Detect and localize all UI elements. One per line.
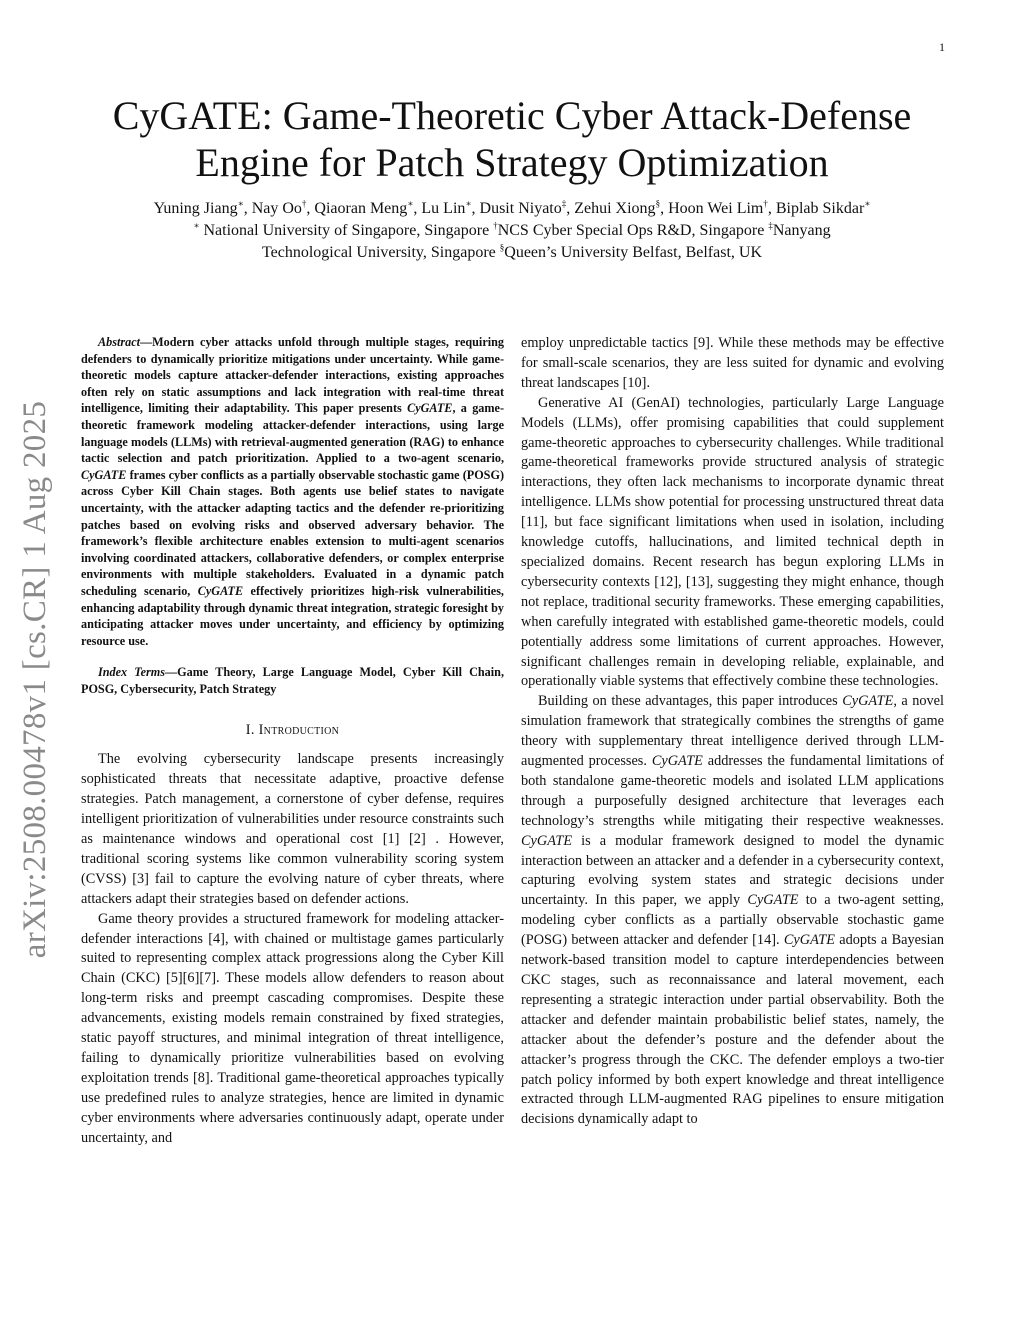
abstract-text: , a game-theoretic framework modeling attacker-defender interactions, using large language models (LLMs) with retrieval-augmented generation (RAG) to enhance tactic selection and patch prioritization. Applied to a two-agent scenario, [81,401,504,466]
paragraph-text: Building on these advantages, this paper introduces [538,693,843,710]
abstract [81,334,504,649]
affiliation-mark: ∗ [193,220,200,231]
paragraph-text: , a novel simulation framework that strategically combines the strengths of game theory with supplementary threat intelligence derived through LLM-augmented processes. [521,693,944,770]
author-mark: ∗ [237,198,244,209]
cygate-name: CyGATE [651,753,703,770]
author: Qiaoran Meng [314,200,408,217]
cygate-name: CyGATE [521,832,573,849]
author-mark: ‡ [561,198,567,209]
author: Yuning Jiang [153,200,238,217]
section-title: Introduction [258,722,340,739]
section-heading-introduction [81,721,504,741]
cygate-name: CyGATE [842,693,894,710]
arxiv-stamp-text: arXiv:2508.00478v1 [cs.CR] 1 Aug 2025 [17,400,54,958]
author-list: Yuning Jiang∗, Nay Oo†, Qiaoran Meng∗, Lu Lin∗, Dusit Niyato‡, Zehui Xiong§, Hoon Wei Lim†, Biplab Sikdar∗ [153,198,871,217]
paragraph: The evolving cybersecurity landscape presents increasingly sophisticated threats that necessitate adaptive, proactive defense strategies. Patch management, a cornerstone of cyber defense, requires intelligent prioritization of vulnerabilities under resource constraints such as maintenance windows and operational cost [1] [2] . However, traditional scoring systems like common vulnerability scoring system (CVSS) [3] fail to capture the evolving nature of cyber threats, where attackers adapt their strategies based on defender actions. [81,751,504,907]
author: Hoon Wei Lim [668,200,764,217]
paragraph-continued: employ unpredictable tactics [9]. While these methods may be effective for small-scale scenarios, they are less suited for dynamic and evolving threat landscapes [10]. [521,335,944,391]
index-terms-dash: — [164,665,178,680]
author-mark: † [301,198,307,209]
paragraph-text: is a modular framework designed to model the dynamic interaction between an attacker and a defender in a cybersecurity context, capturing evolving system states and strategic decisions under uncertainty. In this paper, we apply [521,832,944,909]
arxiv-stamp [14,376,58,982]
author-mark: ∗ [465,198,472,209]
cygate-name: CyGATE [407,401,453,416]
page-number: 1 [939,40,945,54]
index-terms-label: Index Terms [98,665,165,680]
paragraph: Game theory provides a structured framework for modeling attacker-defender interactions [4], with chained or multistage games particularly suited to representing complex attack progressions along the Cyber Kill Chain (CKC) [5][6][7]. These models allow defenders to reason about long-term risks and preempt cascading compromises. Despite these advancements, existing models remain constrained by fixed strategies, static payoff structures, and minimal integration of threat intelligence, failing to dynamically prioritize vulnerabilities based on evolving exploitation trends [8]. Traditional game-theoretical approaches typically use predefined rules to analyze strategies, hence are limited in dynamic cyber environments where adversaries continuously adapt, operate under uncertainty, and [81,910,504,1146]
author-mark: ∗ [407,198,414,209]
cygate-name: CyGATE [81,467,127,482]
cygate-name: CyGATE [747,892,799,909]
affiliation-mark: ‡ [768,220,773,231]
affiliation-mark: † [493,220,498,231]
affiliation: Nanyang [772,222,831,239]
affiliation-line-1 [60,220,964,242]
author-mark: ∗ [864,198,871,209]
author: Zehui Xiong [574,200,656,217]
abstract-text: frames cyber conflicts as a partially observable stochastic game (POSG) across Cyber Kill Chain stages. Both agents use belief states to navigate uncertainty, with the attacker adapting tactics and the defender re-prioritizing patches based on evolving risks and observed adversary behavior. The framework’s flexible architecture enables extension to multi-agent scenarios involving coordinated attackers, collaborative defenders, or complex enterprise environments with multiple stakeholders. Evaluated in a dynamic patch scheduling scenario, [81,467,504,598]
paragraph-text: addresses the fundamental limitations of both standalone game-theoretic models and isolated LLM applications through a purposefully designed architecture that leverages each technology’s strengths while mitigating their respective weaknesses. [521,753,944,829]
author: Nay Oo [251,200,302,217]
cygate-name: CyGATE [197,583,244,598]
abstract-label: Abstract [98,335,140,349]
affiliation: Queen’s University Belfast, Belfast, UK [504,244,762,261]
abstract-text: Modern cyber attacks unfold through multiple stages, requiring defenders to dynamically prioritize mitigations under uncertainty. While game-theoretic models capture attacker-defender interactions, existing approaches often rely on static assumptions and lack integration with real-time threat intelligence, limiting their adaptability. This paper presents [81,335,504,416]
paragraph: Generative AI (GenAI) technologies, particularly Large Language Models (LLMs), offer promising capabilities that could supplement game-theoretic approaches to cybersecurity challenges. While traditional game-theoretical frameworks provide structured analysis of strategic interactions, they often lack mechanisms to incorporate dynamic threat intelligence. LLMs show potential for processing unstructured threat data [11], but face significant limitations when used in isolation, including knowledge cutoffs, hallucinations, and limited technical depth in specialized domains. Recent research has begun exploring LLMs in cybersecurity contexts [12], [13], suggesting they might enhance, though not replace, traditional security frameworks. These emerging capabilities, when carefully integrated with established game-theoretic models, could potentially address some limitations of current approaches. However, significant challenges remain in developing reliable, explainable, and operationally viable systems that effectively combine these technologies. [521,394,944,690]
index-terms-text: Game Theory, Large Language Model, Cyber Kill Chain, POSG, Cybersecurity, Patch Strategy [81,665,504,696]
section-number: I. [245,722,259,739]
title-line-1: CyGATE: Game-Theoretic Cyber Attack-Defense [112,93,912,138]
author: Lu Lin [421,200,466,217]
paragraph-text: adopts a Bayesian network-based transition model to capture interdependencies between CKC stages, such as reconnaissance and lateral movement, each representing a strategic interaction under partial observability. Both the attacker and defender maintain probabilistic belief states, namely, the attacker about the defender’s posture and the defender about the attacker’s progress through the CKC. The defender employs a two-tier patch policy informed by both expert knowledge and threat intelligence extracted through LLM-augmented RAG pipelines to ensure mitigation decisions dynamically adapt to [521,932,944,1128]
author: Biplab Sikdar [775,200,865,217]
cygate-name: CyGATE [783,932,835,949]
author-block [60,198,964,264]
affiliation: National University of Singapore, Singapore [199,222,494,239]
title-line-2: Engine for Patch Strategy Optimization [195,140,829,185]
paragraph [521,692,944,1130]
paragraph-text: to a two-agent setting, modeling cyber conflicts as a partially observable stochastic game (POSG) between attacker and defender [14]. [521,892,944,949]
paper-title [60,92,964,186]
right-column [521,334,944,1130]
abstract-dash: — [139,335,153,349]
author-mark: † [763,198,768,209]
affiliation-line-2 [60,242,964,264]
abstract-text: effectively prioritizes high-risk vulnerabilities, enhancing adaptability through dynamic threat integration, strategic foresight by anticipating attacker moves under uncertainty, and efficiency by optimizing resource use. [81,583,504,648]
index-terms [81,664,504,697]
author: Dusit Niyato [479,200,562,217]
author-mark: § [655,198,661,209]
left-column [81,334,504,1149]
affiliation: Technological University, Singapore [261,244,500,261]
affiliation-mark: § [499,242,505,253]
affiliation: NCS Cyber Special Ops R&D, Singapore [497,222,769,239]
